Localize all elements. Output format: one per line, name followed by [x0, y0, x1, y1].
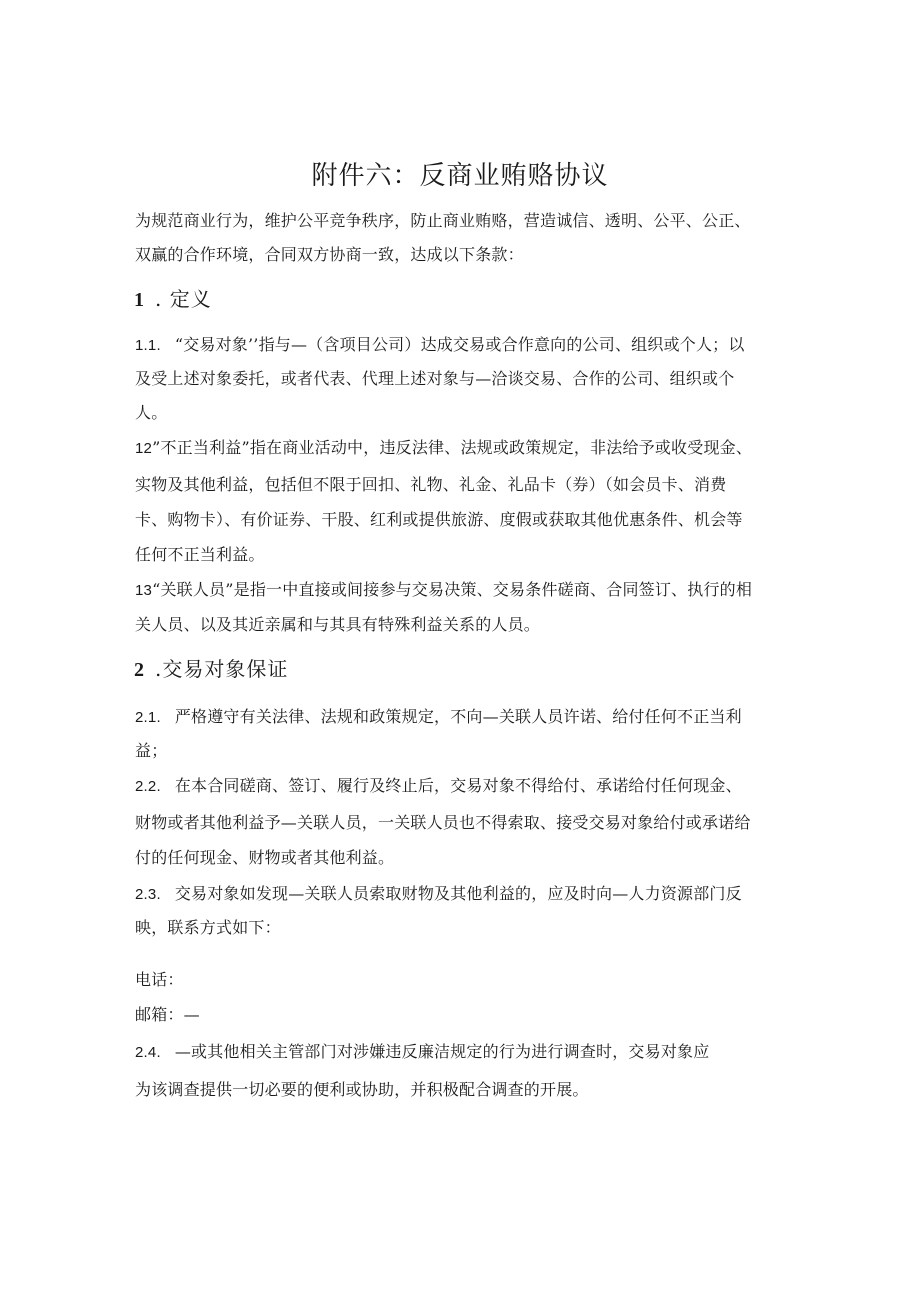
clause-2-1-line-1	[135, 707, 742, 728]
clause-2-2-number: 2.2.	[135, 778, 161, 795]
clause-2-4-text-1: —或其他相关主管部门对涉嫌违反廉洁规定的行为进行调查时，交易对象应	[174, 1042, 710, 1061]
clause-1-2-number: 12	[135, 440, 153, 457]
clause-2-2-text-1: 在本合同磋商、签订、履行及终止后，交易对象不得给付、承诺给付任何现金、	[174, 776, 742, 795]
section-2-title: .交易对象保证	[155, 657, 289, 681]
contact-email: 邮箱：—	[135, 1005, 200, 1024]
section-2-heading	[134, 657, 288, 682]
clause-1-3-line-2: 关人员、以及其近亲属和与其具有特殊利益关系的人员。	[135, 615, 541, 634]
document-title: 附件六：反商业贿赂协议	[311, 161, 609, 191]
clause-2-2-line-2: 财物或者其他利益予—关联人员，一关联人员也不得索取、接受交易对象给付或承诺给	[135, 813, 751, 832]
clause-2-3-line-2: 映，联系方式如下：	[135, 918, 281, 937]
clause-1-2-line-4: 任何不正当利益。	[135, 545, 265, 564]
clause-1-2-text-1: ”不正当利益”指在商业活动中，违反法律、法规或政策规定，非法给予或收受现金、	[152, 438, 753, 457]
section-2-number: 2	[134, 659, 145, 681]
section-1-heading	[134, 287, 212, 312]
clause-2-4-line-2: 为该调查提供一切必要的便利或协助，并积极配合调查的开展。	[135, 1080, 589, 1099]
clause-1-3-text-1: “关联人员”是指一中直接或间接参与交易决策、交易条件磋商、合同签订、执行的相	[152, 580, 753, 599]
section-1-title: . 定义	[155, 287, 212, 311]
clause-2-1-line-2: 益；	[135, 741, 168, 760]
clause-1-2-line-3: 卡、购物卡）、有价证券、干股、红利或提供旅游、度假或获取其他优惠条件、机会等	[135, 510, 743, 529]
clause-2-3-number: 2.3.	[135, 886, 161, 903]
clause-1-3-line-1	[135, 580, 752, 601]
clause-1-2-line-1	[135, 438, 752, 459]
intro-line-1: 为规范商业行为，维护公平竞争秩序，防止商业贿赂，营造诚信、透明、公平、公正、	[135, 211, 751, 230]
clause-1-2-line-2: 实物及其他利益，包括但不限于回扣、礼物、礼金、礼品卡（券）（如会员卡、消费	[135, 475, 727, 494]
section-1-number: 1	[134, 289, 145, 311]
clause-2-4-line-1	[135, 1042, 709, 1063]
clause-2-1-text-1: 严格遵守有关法律、法规和政策规定，不向—关联人员许诺、给付任何不正当利	[174, 707, 742, 726]
clause-2-2-line-3: 付的任何现金、财物或者其他利益。	[135, 848, 395, 867]
clause-2-2-line-1	[135, 776, 742, 797]
contact-phone: 电话：	[135, 970, 184, 989]
clause-1-1-line-3: 人。	[135, 403, 168, 422]
clause-1-1-text-1: “交易对象’’指与—（含项目公司）达成交易或合作意向的公司、组织或个人；以	[174, 335, 745, 354]
clause-1-3-number: 13	[135, 582, 153, 599]
clause-2-1-number: 2.1.	[135, 709, 161, 726]
clause-2-3-text-1: 交易对象如发现—关联人员索取财物及其他利益的，应及时向—人力资源部门反	[174, 884, 742, 903]
clause-1-1-line-2: 及受上述对象委托，或者代表、代理上述对象与—洽谈交易、合作的公司、组织或个	[135, 369, 735, 388]
clause-2-3-line-1	[135, 884, 742, 905]
clause-2-4-number: 2.4.	[135, 1044, 161, 1061]
intro-line-2: 双赢的合作环境，合同双方协商一致，达成以下条款：	[135, 245, 524, 264]
clause-1-1-line-1	[135, 335, 745, 356]
clause-1-1-number: 1.1.	[135, 337, 161, 354]
